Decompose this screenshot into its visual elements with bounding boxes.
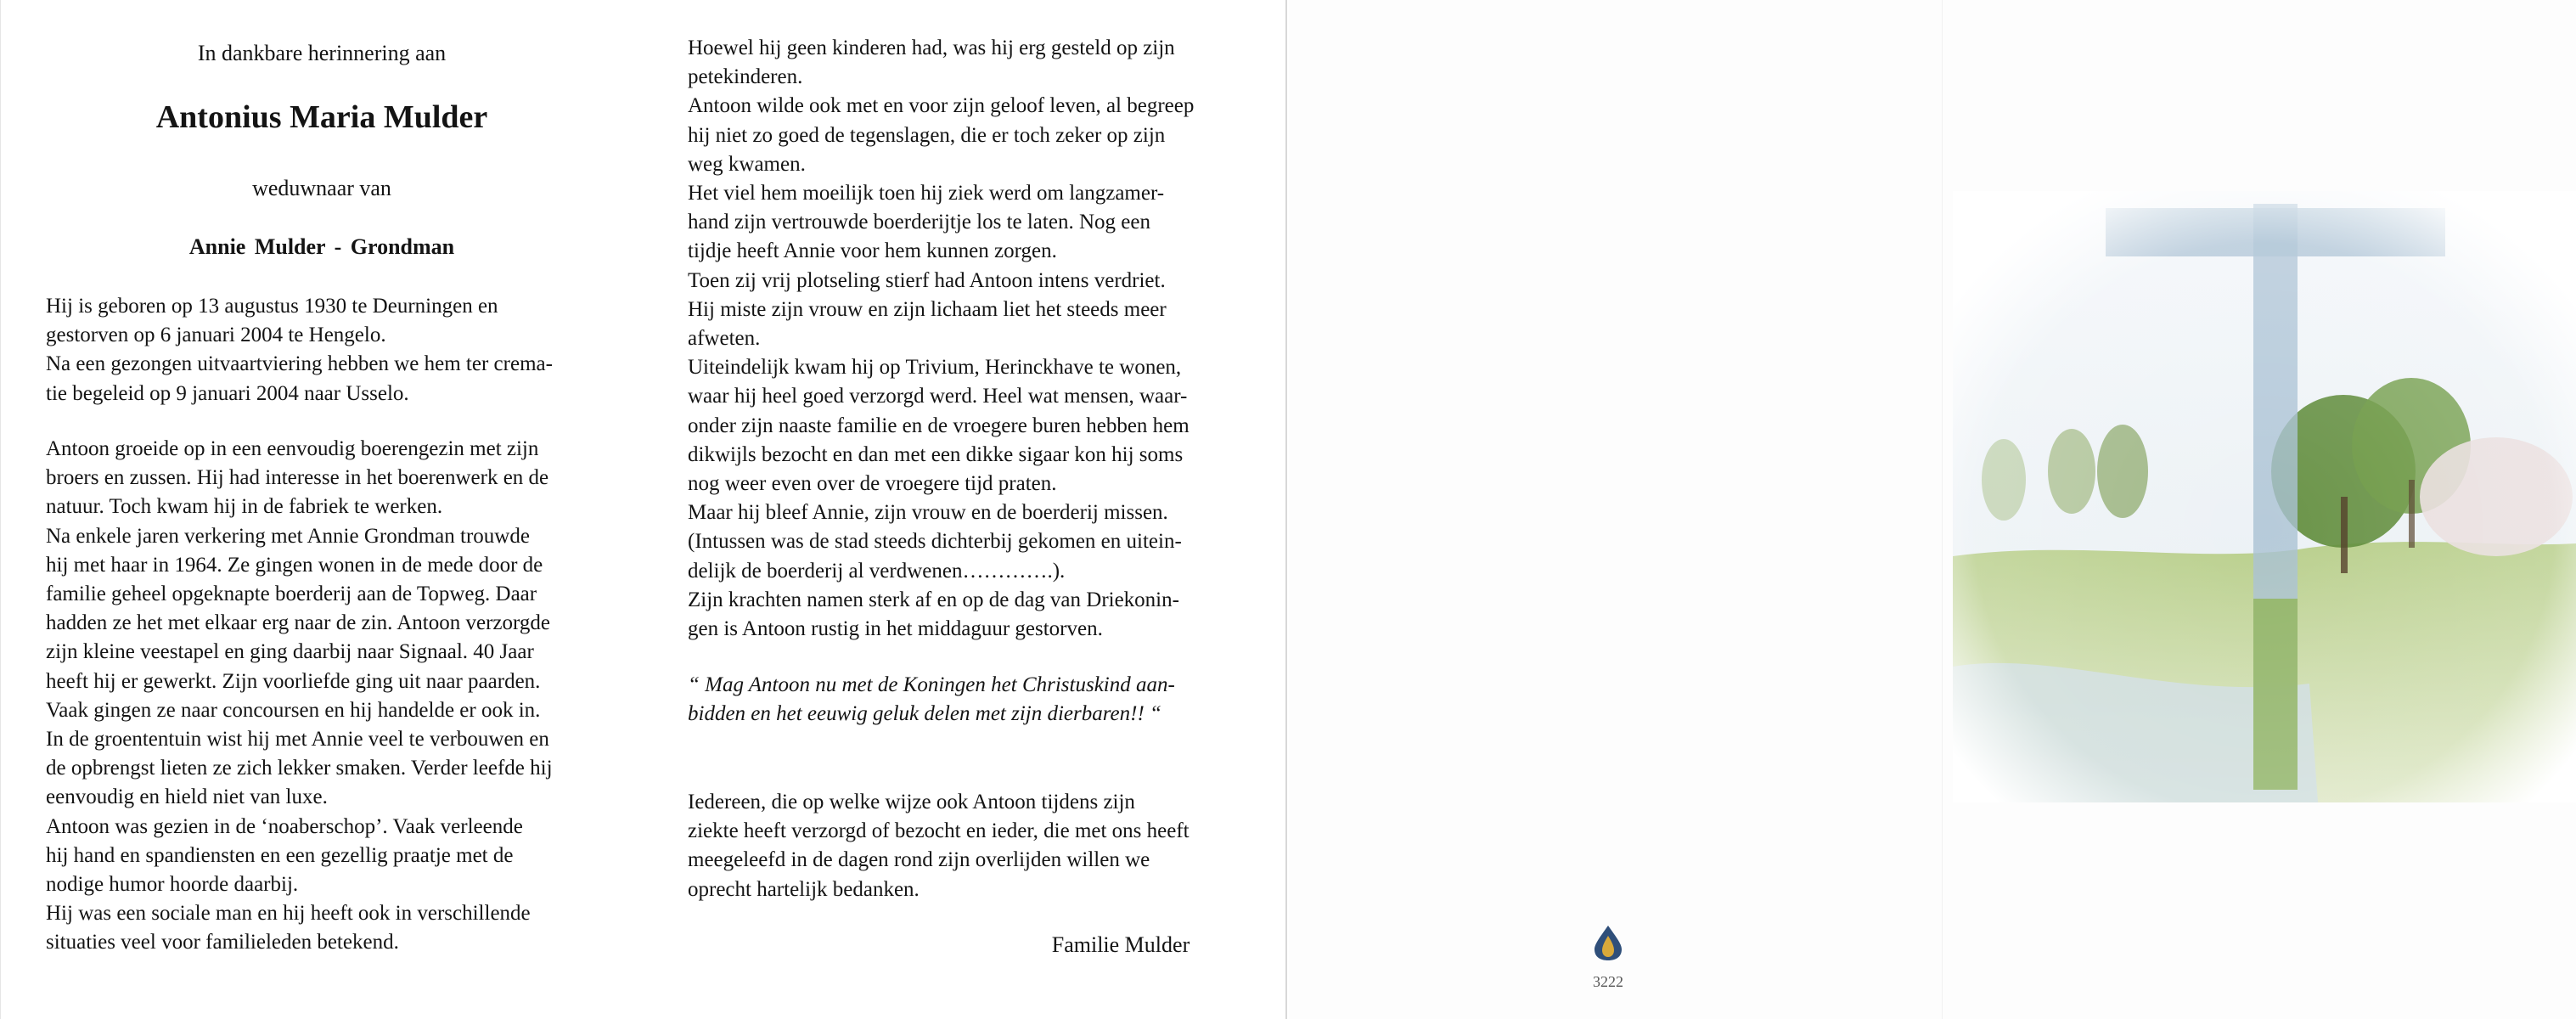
text-line: Hoewel hij geen kinderen had, was hij erg gesteld op zijn [688, 37, 1175, 59]
text-line: meegeleefd in de dagen rond zijn overlijden willen we [688, 848, 1150, 872]
spouse-name: Annie Mulder - Grondman [188, 234, 455, 259]
product-code: 3222 [1593, 973, 1623, 990]
text-line: Maar hij bleef Annie, zijn vrouw en de boerderij missen. [688, 501, 1168, 525]
text-line: ziekte heeft verzorgd of bezocht en ieder, die met ons heeft [688, 819, 1190, 843]
text-line: hij hand en spandiensten en een gezellig praatje met de [46, 843, 514, 867]
text-line: oprecht hartelijk bedanken. [688, 877, 920, 901]
thanks-paragraph [688, 788, 1244, 904]
quote-line: “ Mag Antoon nu met de Koningen het Christuskind aan- [688, 673, 1175, 696]
flame-drop-icon [1591, 924, 1625, 961]
text-line: Antoon wilde ook met en voor zijn geloof leven, al begreep [688, 94, 1195, 118]
text-line: Hij miste zijn vrouw en zijn lichaam liet het steeds meer [688, 297, 1167, 321]
text-line: hij met haar in 1964. Ze gingen wonen in de mede door de [46, 553, 543, 577]
text-line: zijn kleine veestapel en ging daarbij naar Signaal. 40 Jaar [46, 640, 534, 664]
fold-line [1942, 0, 1943, 1019]
text-line: natuur. Toch kwam hij in de fabriek te werken. [46, 495, 443, 519]
text-line: Hij is geboren op 13 augustus 1930 te Deurningen en [46, 295, 498, 318]
card-inside [0, 0, 1287, 1019]
text-line: tijdje heeft Annie voor hem kunnen zorgen. [688, 239, 1057, 263]
text-line: Na enkele jaren verkering met Annie Grondman trouwde [46, 524, 530, 548]
text-line: de opbrengst lieten ze zich lekker smaken. Verder leefde hij [46, 757, 553, 780]
text-line: tie begeleid op 9 januari 2004 naar Usselo. [46, 381, 409, 405]
text-line: afweten. [688, 327, 761, 351]
page-edge [0, 0, 1, 1019]
text-line: nog weer even over de vroegere tijd praten. [688, 472, 1057, 496]
text-line: familie geheel opgeknapte boerderij aan de Topweg. Daar [46, 583, 537, 606]
widower-of-line: weduwnaar van [252, 176, 391, 200]
text-line: weg kwamen. [688, 152, 806, 176]
text-line: hij niet zo goed de tegenslagen, die er toch zeker op zijn [688, 123, 1166, 147]
text-line: Antoon groeide op in een eenvoudig boerengezin met zijn [46, 437, 539, 460]
life-story-right [688, 34, 1244, 644]
deceased-name: Antonius Maria Mulder [155, 99, 488, 135]
text-line: onder zijn naaste familie en de vroegere buren hebben hem [688, 414, 1190, 437]
text-line: Iedereen, die op welke wijze ook Antoon tijdens zijn [688, 791, 1135, 814]
text-line: Na een gezongen uitvaartviering hebben we hem ter crema- [46, 352, 553, 376]
text-line: gestorven op 6 januari 2004 te Hengelo. [46, 324, 386, 347]
text-line: Uiteindelijk kwam hij op Trivium, Herinckhave te wonen, [688, 356, 1182, 380]
text-line: Zijn krachten namen sterk af en op de dag van Driekonin- [688, 588, 1179, 611]
text-line: Antoon was gezien in de ‘noaberschop’. Vaak verleende [46, 814, 523, 838]
text-line: waar hij heel goed verzorgd werd. Heel wat mensen, waar- [688, 385, 1188, 408]
cross-landscape-image [1953, 191, 2576, 802]
text-line: broers en zussen. Hij had interesse in het boerenwerk en de [46, 466, 549, 490]
text-line: hand zijn vertrouwde boerderijtje los te laten. Nog een [688, 211, 1150, 234]
intro-line: In dankbare herinnering aan [197, 41, 447, 65]
birth-death-paragraph [46, 292, 598, 408]
family-signature: Familie Mulder [1051, 932, 1190, 957]
text-line: heeft hij er gewerkt. Zijn voorliefde ging uit naar paarden. [46, 669, 541, 693]
text-line: petekinderen. [688, 65, 803, 89]
text-line: eenvoudig en hield niet van luxe. [46, 785, 328, 809]
text-line: dikwijls bezocht en dan met een dikke sigaar kon hij soms [688, 442, 1184, 466]
text-line: Het viel hem moeilijk toen hij ziek werd om langzamer- [688, 182, 1165, 205]
text-line: (Intussen was de stad steeds dichterbij gekomen en uitein- [688, 530, 1182, 554]
quote-line: bidden en het eeuwig geluk delen met zijn dierbaren!! “ [688, 702, 1161, 726]
text-line: Vaak gingen ze naar concoursen en hij handelde er ook in. [46, 698, 541, 722]
text-line: situaties veel voor familieleden betekend. [46, 931, 399, 954]
text-line: nodige humor hoorde daarbij. [46, 873, 299, 897]
text-line: gen is Antoon rustig in het middaguur gestorven. [688, 617, 1103, 641]
text-line: delijk de boerderij al verdwenen………….). [688, 559, 1066, 583]
text-line: Hij was een sociale man en hij heeft ook in verschillende [46, 902, 531, 926]
closing-quote [688, 671, 1244, 729]
text-line: Toen zij vrij plotseling stierf had Antoon intens verdriet. [688, 268, 1166, 292]
text-line: In de groententuin wist hij met Annie veel te verbouwen en [46, 728, 549, 752]
life-story-left [46, 435, 598, 958]
text-line: hadden ze het met elkaar erg naar de zin. Antoon verzorgde [46, 611, 550, 635]
